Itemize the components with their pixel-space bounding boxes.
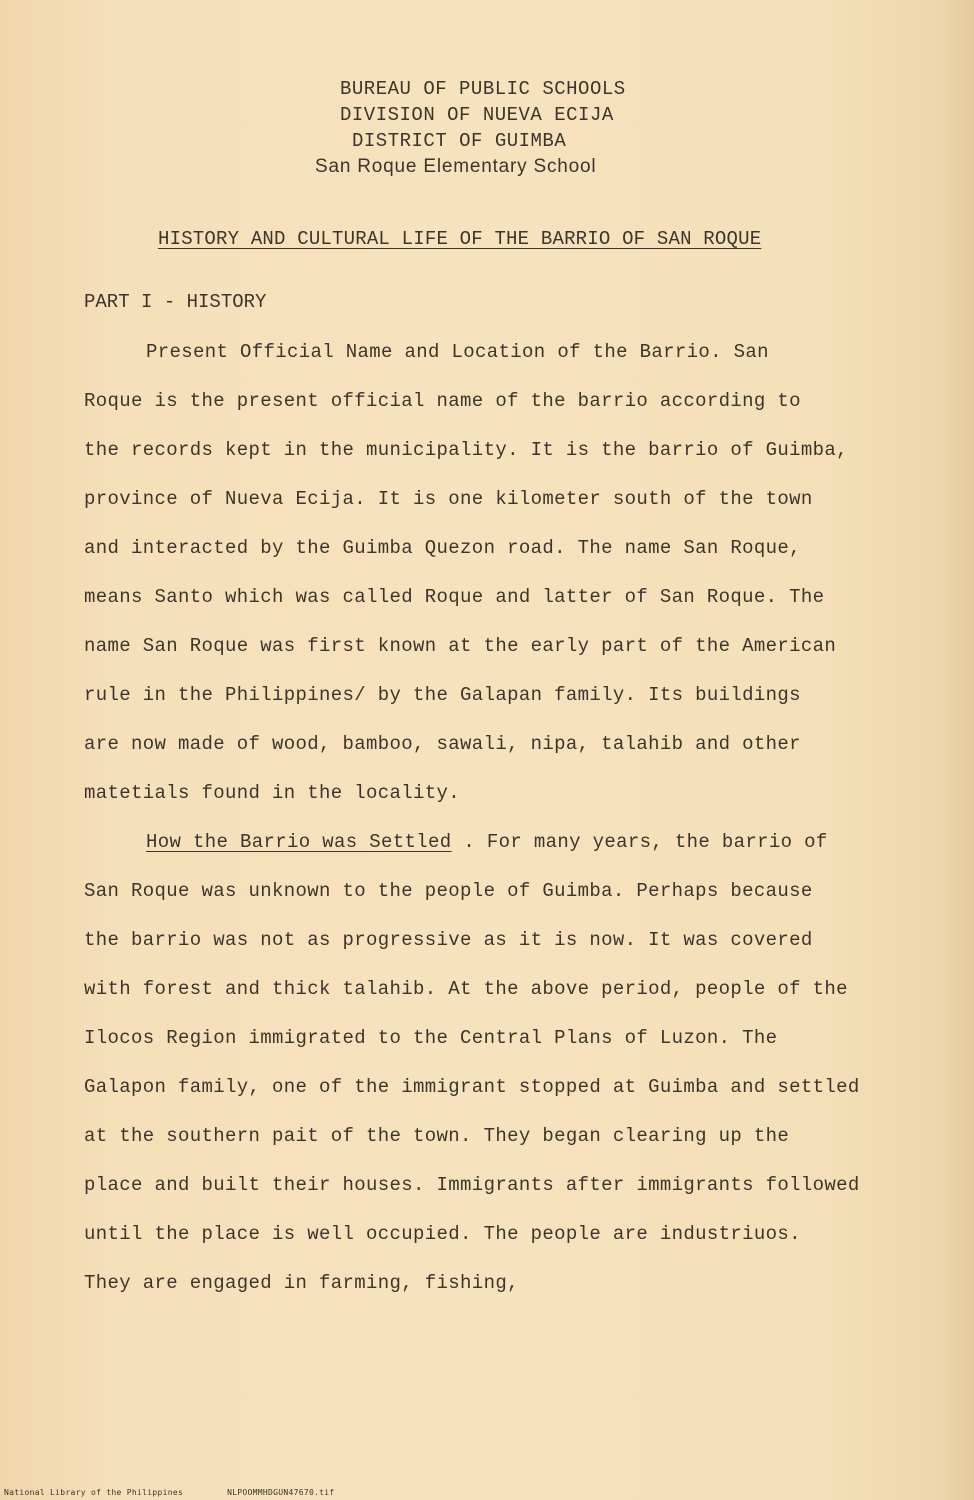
text-line: rule in the Philippines/ by the Galapan family. Its buildings: [84, 684, 801, 706]
text-line: the barrio was not as progressive as it is now. It was covered: [84, 929, 813, 951]
text-line: name San Roque was first known at the early part of the American: [84, 635, 837, 657]
text-line: the records kept in the municipality. It is the barrio of Guimba,: [84, 439, 848, 461]
text-line: place and built their houses. Immigrants after immigrants followed: [84, 1174, 860, 1196]
text-line: means Santo which was called Roque and latter of San Roque. The: [84, 586, 825, 608]
text-line: San Roque was unknown to the people of Guimba. Perhaps because: [84, 880, 813, 902]
footer-library: National Library of the Philippines: [4, 1488, 184, 1497]
header-bureau: BUREAU OF PUBLIC SCHOOLS: [340, 78, 626, 100]
text-line: until the place is well occupied. The people are industriuos.: [84, 1223, 801, 1245]
header-district: DISTRICT OF GUIMBA: [352, 130, 567, 152]
text-line: Roque is the present official name of the barrio according to: [84, 390, 801, 412]
text-line: matetials found in the locality.: [84, 782, 461, 804]
paper-edge-shading: [940, 0, 974, 1500]
text-line: are now made of wood, bamboo, sawali, nipa, talahib and other: [84, 733, 801, 755]
text-line-rest: . For many years, the barrio of: [451, 831, 828, 853]
text-line: with forest and thick talahib. At the above period, people of the: [84, 978, 848, 1000]
document-title: HISTORY AND CULTURAL LIFE OF THE BARRIO OF SAN ROQUE: [158, 228, 762, 250]
text-line: They are engaged in farming, fishing,: [84, 1272, 519, 1294]
text-line: at the southern pait of the town. They began clearing up the: [84, 1125, 790, 1147]
text-line: Present Official Name and Location of the Barrio. San: [146, 341, 769, 363]
scan-footer: [4, 1488, 335, 1497]
footer-filename: NLPOOMMHDGUN47670.tif: [227, 1488, 335, 1497]
text-line: and interacted by the Guimba Quezon road. The name San Roque,: [84, 537, 801, 559]
section-heading-settled: How the Barrio was Settled: [146, 831, 452, 853]
text-line: Ilocos Region immigrated to the Central Plans of Luzon. The: [84, 1027, 778, 1049]
part-heading: PART I - HISTORY: [84, 291, 267, 313]
header-division: DIVISION OF NUEVA ECIJA: [340, 104, 614, 126]
text-line: [146, 830, 828, 854]
text-line: Galapon family, one of the immigrant stopped at Guimba and settled: [84, 1076, 860, 1098]
text-line: province of Nueva Ecija. It is one kilometer south of the town: [84, 488, 813, 510]
header-school: San Roque Elementary School: [315, 156, 597, 177]
